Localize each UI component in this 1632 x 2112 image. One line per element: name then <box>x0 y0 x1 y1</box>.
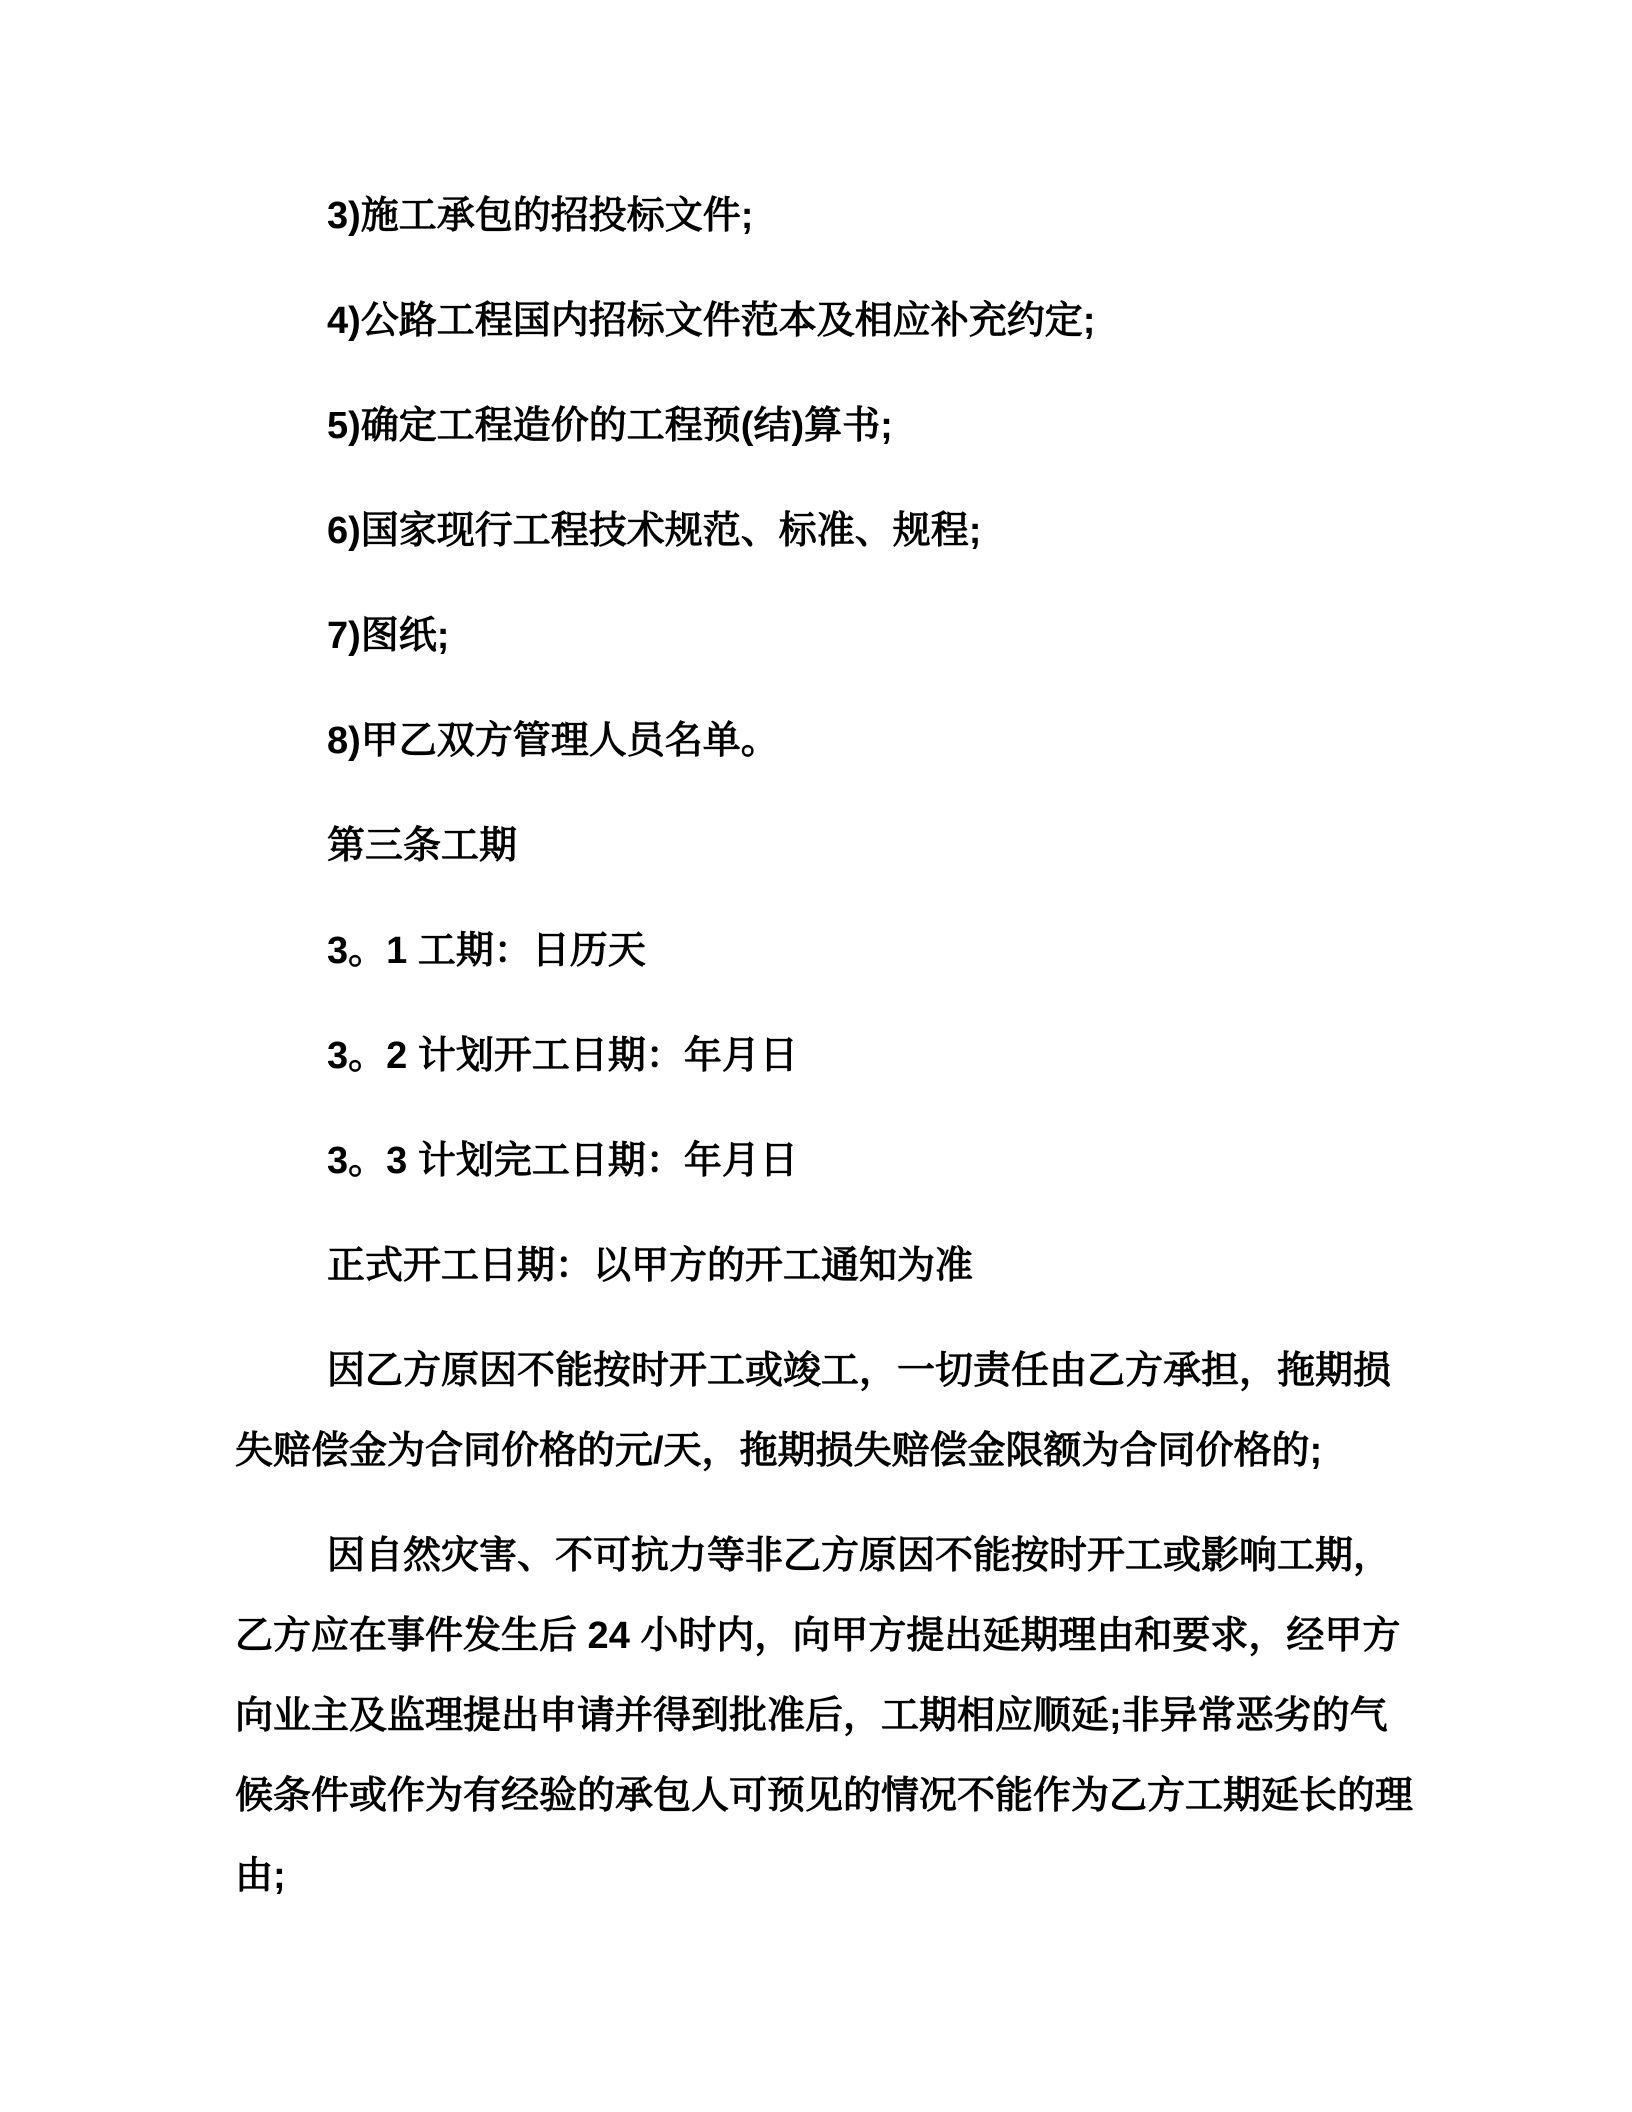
doc-line-item-3: 3)施工承包的招投标文件; <box>327 195 754 237</box>
party-b-delay-liability-paragraph: 因乙方原因不能按时开工或竣工，一切责任由乙方承担，拖期损失赔偿金为合同价格的元/天，拖期损失赔偿金限额为合同价格的; <box>235 1350 1392 1472</box>
clause-3-heading: 第三条工期 <box>327 825 518 867</box>
force-majeure-extension-paragraph: 因自然灾害、不可抗力等非乙方原因不能按时开工或影响工期，乙方应在事件发生后 24 小时内，向甲方提出延期理由和要求，经甲方向业主及监理提出申请并得到批准后，工期相应顺延;非异常恶劣的气候条件或作为有经验的承包人可预见的情况不能作为乙方工期延长的理由; <box>235 1535 1414 1897</box>
doc-line-item-8: 8)甲乙双方管理人员名单。 <box>327 720 779 762</box>
doc-line-item-4: 4)公路工程国内招标文件范本及相应补充约定; <box>327 300 1096 342</box>
doc-line-item-5: 5)确定工程造价的工程预(结)算书; <box>327 405 893 447</box>
doc-line-item-7: 7)图纸; <box>327 615 450 657</box>
clause-3-1-duration: 3。1 工期：日历天 <box>327 930 646 972</box>
clause-3-3-planned-completion-date: 3。3 计划完工日期：年月日 <box>327 1140 798 1182</box>
doc-line-item-6: 6)国家现行工程技术规范、标准、规程; <box>327 510 982 552</box>
contract-text-block <box>235 176 1415 1941</box>
official-start-date-line: 正式开工日期：以甲方的开工通知为准 <box>327 1245 974 1287</box>
clause-3-2-planned-start-date: 3。2 计划开工日期：年月日 <box>327 1035 798 1077</box>
